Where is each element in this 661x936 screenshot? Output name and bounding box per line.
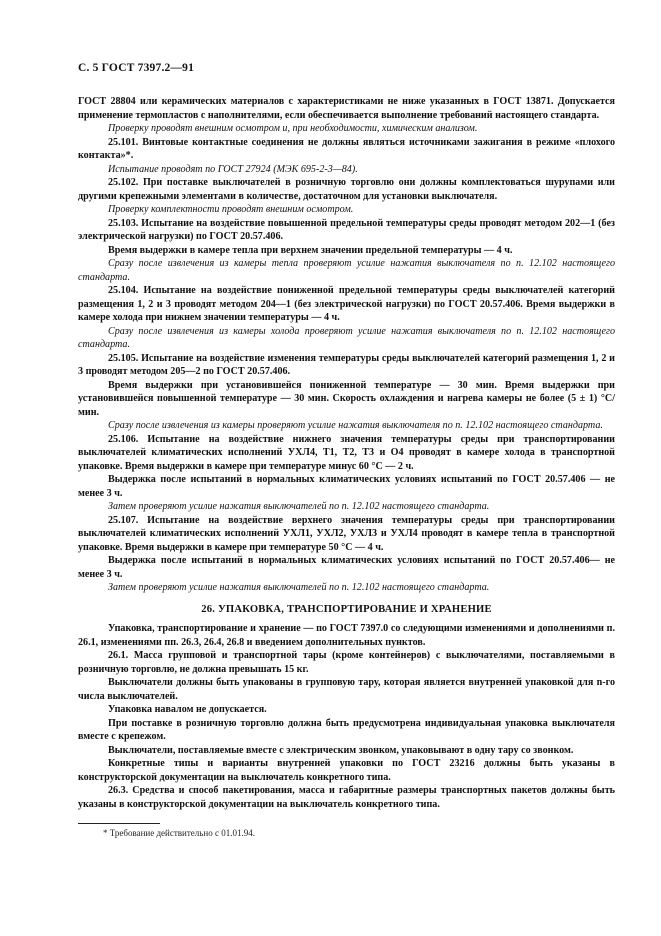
test-method-note: Сразу после извлечения из камеры тепла проверяют усилие нажатия выключателя по п. 12.102 настоящего стандарта. [78,258,615,283]
requirement-paragraph: Выдержка после испытаний в нормальных климатических условиях испытаний по ГОСТ 20.57.406 — не менее 3 ч. [78,474,615,499]
requirement-paragraph: Выключатели, поставляемые вместе с электрическим звонком, упаковывают в одну тару со звонком. [108,744,574,756]
requirement-paragraph: Время выдержки при установившейся пониженной температуре — 30 мин. Время выдержки при установившейся повышенной температуре — 30 мин. Скорость охлаждения и нагрева камеры не более (5 ± 1) °С/мин. [78,379,615,418]
requirement-paragraph: 25.107. Испытание на воздействие верхнего значения температуры среды при транспортировании выключателей климатических исполнений УХЛ1, УХЛ2, УХЛ3 и УХЛ4 проводят в камере тепла в транспортной упаковке. Время выдержки в камере при температуре 50 °С — 4 ч. [78,514,615,553]
requirement-paragraph: 25.102. При поставке выключателей в розничную торговлю они должны комплектоваться шурупами или другими крепежными элементами в количестве, достаточном для установки выключателя. [78,177,615,202]
requirement-paragraph: Упаковка навалом не допускается. [108,704,267,715]
requirement-paragraph: Время выдержки в камере тепла при верхнем значении предельной температуры — 4 ч. [108,244,513,256]
test-method-note: Проверку комплектности проводят внешним осмотром. [108,204,354,215]
test-method-note: Сразу после извлечения из камеры проверяют усилие нажатия выключателя по п. 12.102 настоящего стандарта. [108,420,603,431]
requirement-paragraph: 25.106. Испытание на воздействие нижнего значения температуры среды при транспортировании выключателей климатических исполнений УХЛ4, Т1, Т2, Т3 и О4 проводят в камере холода в транспортной упаковке. Время выдержки в камере при температуре минус 60 °С — 2 ч. [78,433,615,472]
requirement-paragraph: 25.101. Винтовые контактные соединения не должны являться источниками зажигания в режиме «плохого контакта»*. [78,136,615,161]
footnote: * Требование действительно с 01.01.94. [103,828,255,838]
footnote-divider [78,823,160,824]
requirement-paragraph: 25.105. Испытание на воздействие изменения температуры среды выключателей категорий размещения 1, 2 и 3 проводят методом 205—2 по ГОСТ 20.57.406. [78,352,615,377]
requirement-paragraph: 25.104. Испытание на воздействие пониженной предельной температуры среды выключателей категорий размещения 1, 2 и 3 проводят методом 204—1 (без электрической нагрузки) по ГОСТ 20.57.406. Время выдержки в камере холода при нижнем значении температуры — 4 ч. [78,285,615,323]
requirement-paragraph: 26.3. Средства и способ пакетирования, масса и габаритные размеры транспортных пакетов должны быть указаны в конструкторской документации на выключатель конкретного типа. [78,785,615,810]
test-method-note: Испытание проводят по ГОСТ 27924 (МЭК 695-2-3—84). [108,163,358,175]
test-method-note: Проверку проводят внешним осмотром и, при необходимости, химическим анализом. [108,123,478,134]
test-method-note: Сразу после извлечения из камеры холода проверяют усилие нажатия выключателя по п. 12.102 настоящего стандарта. [78,325,615,350]
requirement-paragraph: Упаковка, транспортирование и хранение — по ГОСТ 7397.0 со следующими изменениями и дополнениями п. 26.1, изменениями пп. 26.3, 26.4, 26.8 и введением дополнительных пунктов. [78,623,615,648]
test-method-note: Затем проверяют усилие нажатия выключателей по п. 12.102 настоящего стандарта. [108,501,490,512]
requirement-paragraph: Выключатели должны быть упакованы в групповую тару, которая является внутренней упаковкой для n-го числа выключателей. [78,677,615,702]
requirement-paragraph: 26.1. Масса групповой и транспортной тары (кроме контейнеров) с выключателями, поставляемыми в розничную торговлю, не должна превышать 15 кг. [78,650,615,675]
test-method-note: Затем проверяют усилие нажатия выключателей по п. 12.102 настоящего стандарта. [108,582,490,593]
requirement-paragraph: 25.103. Испытание на воздействие повышенной предельной температуры среды проводят методом 202—1 (без электрической нагрузки) по ГОСТ 20.57.406. [78,217,615,242]
requirement-paragraph: При поставке в розничную торговлю должна быть предусмотрена индивидуальная упаковка выключателя вместе с крепежом. [78,717,615,742]
requirement-paragraph: ГОСТ 28804 или керамических материалов с характеристиками не ниже указанных в ГОСТ 13871. Допускается применение термопластов с наполнителями, если обеспечивается выполнение требований настоящего стандарта. [78,96,615,121]
page-header: С. 5 ГОСТ 7397.2—91 [78,62,195,74]
section-heading: 26. УПАКОВКА, ТРАНСПОРТИРОВАНИЕ И ХРАНЕНИЕ [201,603,492,615]
requirement-paragraph: Конкретные типы и варианты внутренней упаковки по ГОСТ 23216 должны быть указаны в конструкторской документации на выключатель конкретного типа. [78,758,615,783]
requirement-paragraph: Выдержка после испытаний в нормальных климатических условиях испытаний по ГОСТ 20.57.406— не менее 3 ч. [78,555,615,580]
document-body [78,95,615,811]
